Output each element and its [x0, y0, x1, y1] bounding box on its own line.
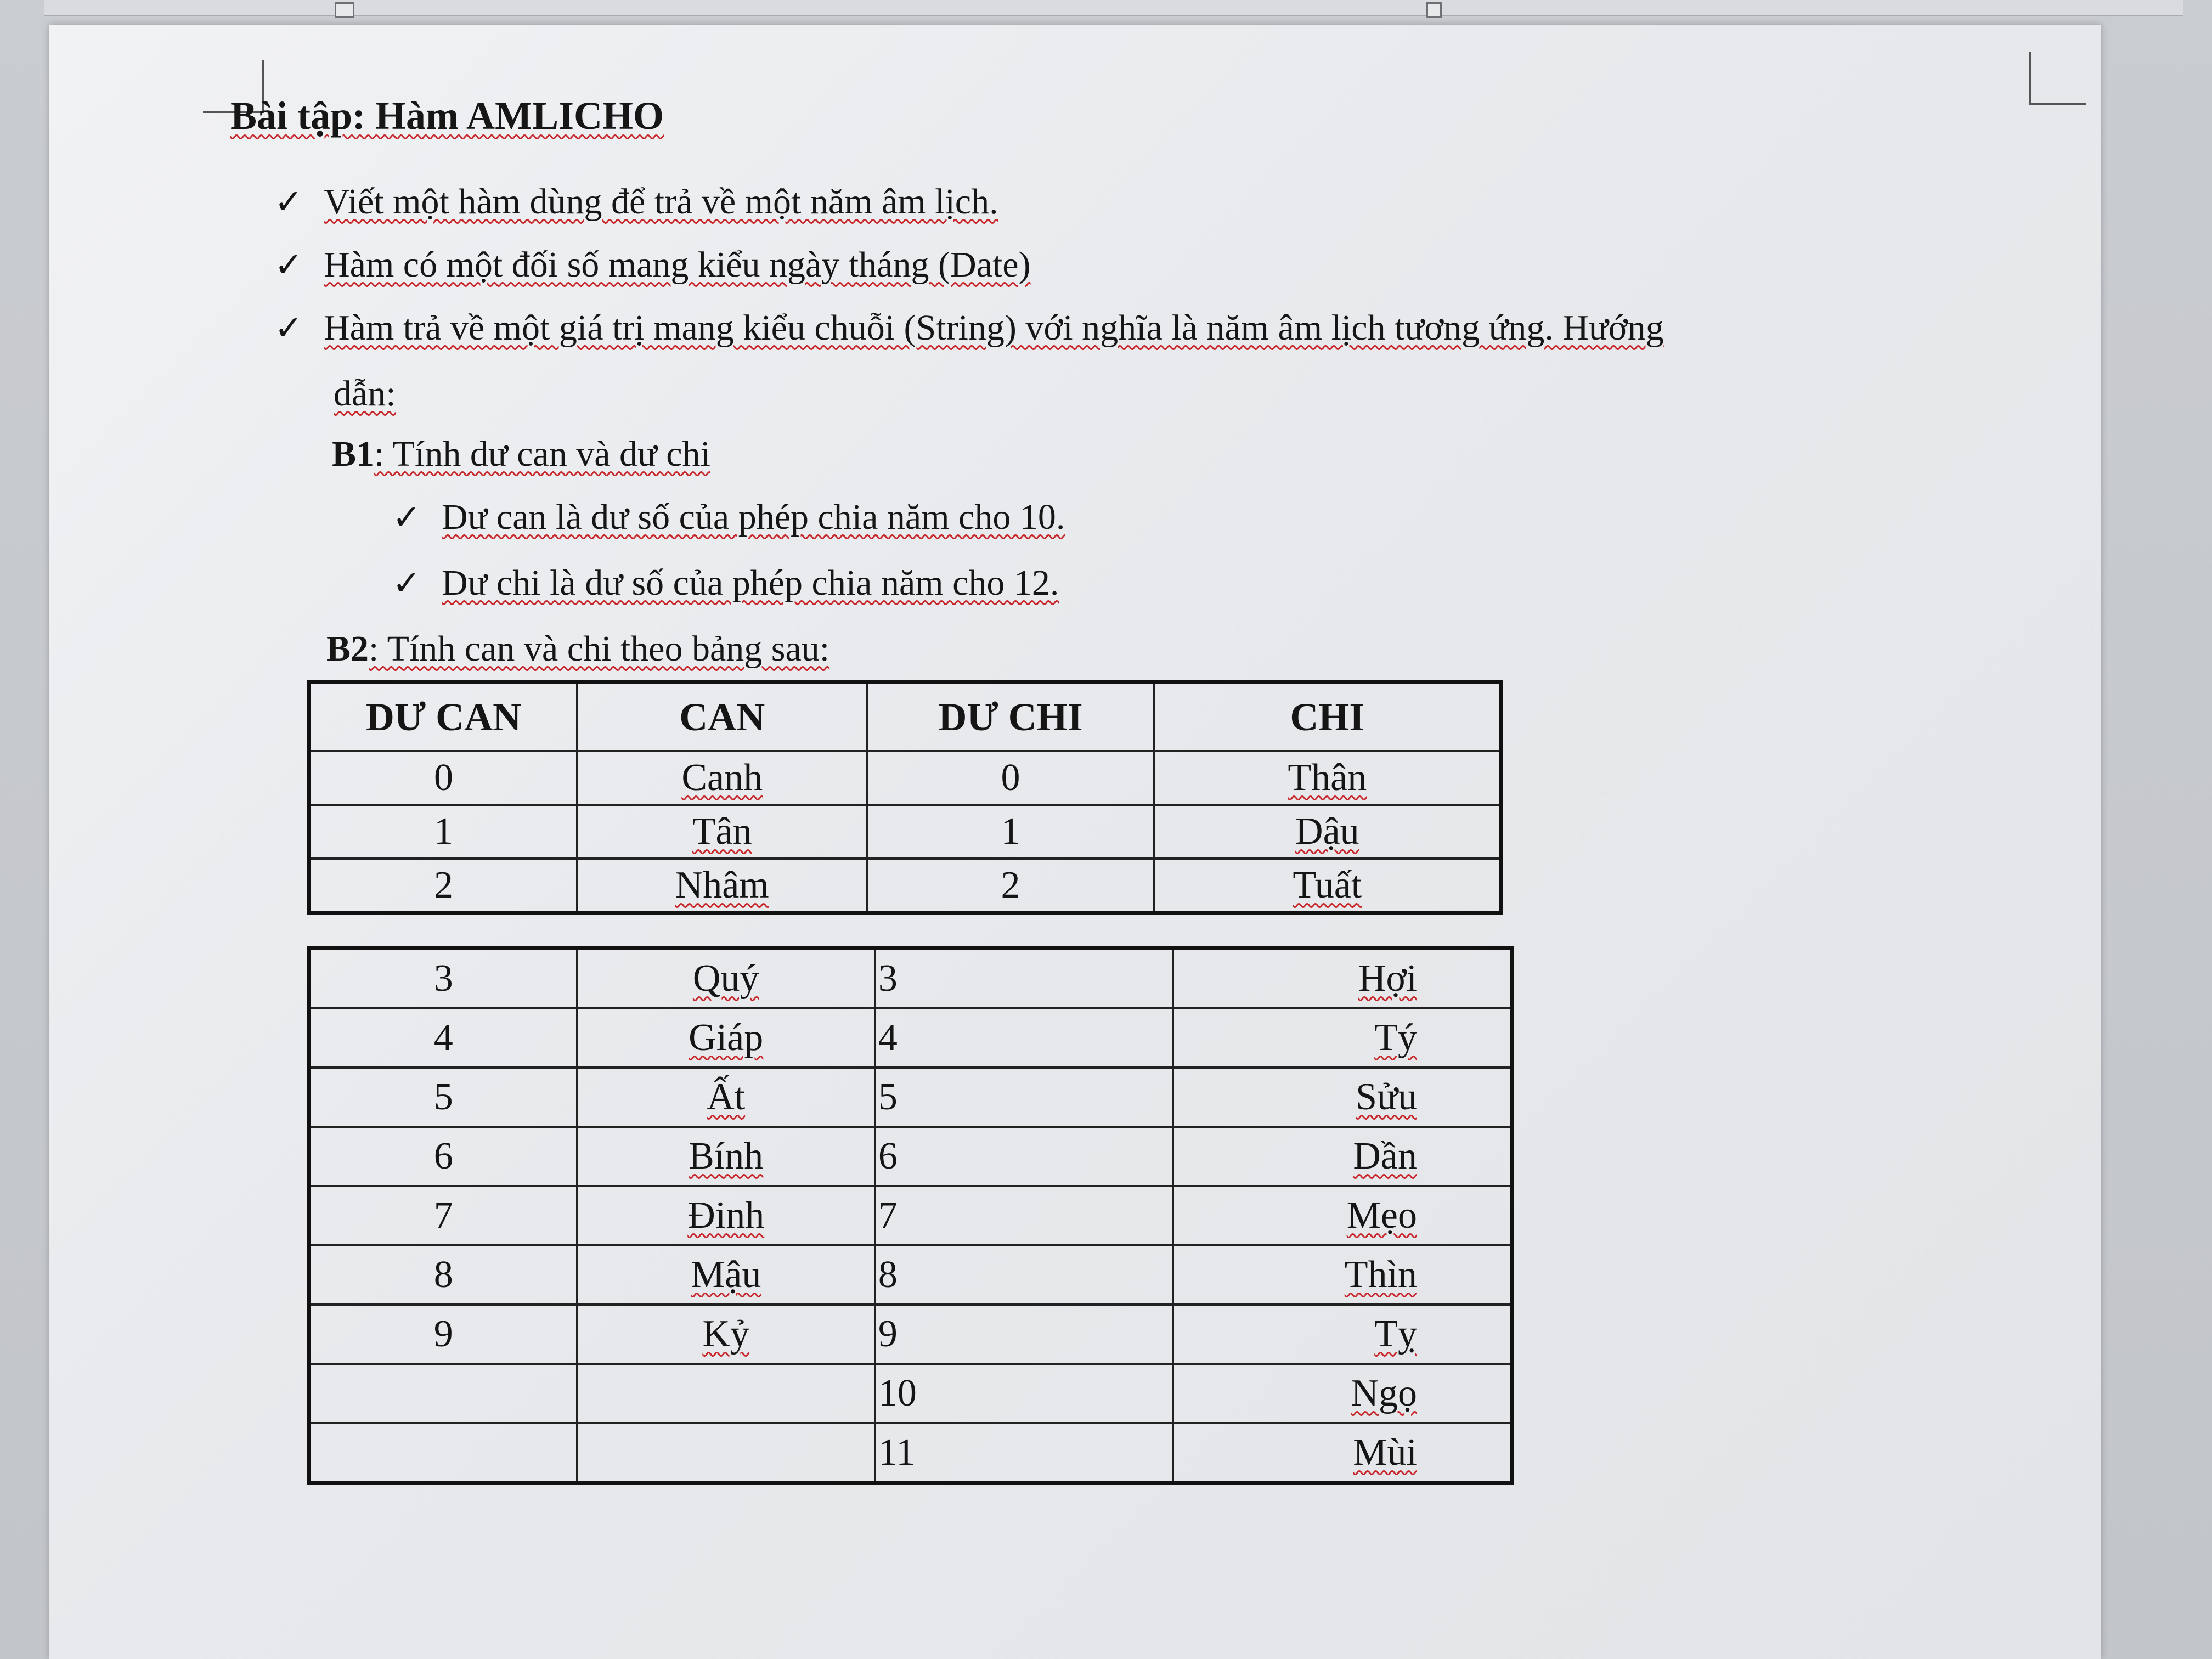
du-can-cell[interactable] — [309, 1364, 577, 1423]
check-icon: ✓ — [274, 308, 303, 348]
table-row — [309, 1068, 1513, 1127]
du-can-cell[interactable]: 5 — [309, 1068, 577, 1127]
can-cell[interactable]: Mậu — [577, 1245, 875, 1305]
step-1-bullet-2 — [392, 562, 1059, 604]
du-chi-cell[interactable]: 0 — [867, 751, 1154, 805]
du-chi-cell[interactable]: 5 — [875, 1068, 1173, 1127]
header-du-chi[interactable]: DƯ CHI — [867, 682, 1154, 752]
du-chi-cell[interactable]: 1 — [867, 805, 1154, 859]
table-header-row — [309, 682, 1502, 752]
header-chi[interactable]: CHI — [1154, 682, 1502, 752]
can-cell[interactable]: Ất — [577, 1068, 875, 1127]
bullet-text: Dư can là dư số của phép chia năm cho 10. — [442, 497, 1065, 537]
check-icon: ✓ — [274, 245, 303, 285]
can-cell[interactable]: Nhâm — [577, 859, 867, 913]
du-can-cell[interactable]: 6 — [309, 1127, 577, 1186]
chi-cell[interactable]: Thân — [1154, 751, 1502, 805]
table-row — [309, 1186, 1513, 1245]
du-chi-cell[interactable]: 10 — [875, 1364, 1173, 1423]
du-can-cell[interactable]: 2 — [309, 859, 578, 913]
can-cell[interactable]: Bính — [577, 1127, 875, 1186]
du-can-cell[interactable]: 8 — [309, 1245, 577, 1305]
can-chi-table-continued[interactable] — [307, 946, 1514, 1485]
can-chi-table-header[interactable] — [307, 680, 1503, 915]
du-chi-cell[interactable]: 3 — [875, 949, 1173, 1009]
du-chi-cell[interactable]: 4 — [875, 1008, 1173, 1068]
margin-corner-mark-right — [2029, 52, 2086, 105]
du-can-cell[interactable]: 3 — [309, 949, 577, 1009]
chi-cell[interactable]: Hợi — [1173, 949, 1513, 1009]
step-2-label: B2 — [326, 629, 369, 669]
can-cell[interactable]: Kỷ — [577, 1305, 875, 1364]
can-cell[interactable] — [577, 1364, 875, 1423]
can-cell[interactable] — [577, 1423, 875, 1483]
chi-cell[interactable]: Ngọ — [1173, 1364, 1513, 1423]
chi-cell[interactable]: Dậu — [1154, 805, 1502, 859]
du-can-cell[interactable]: 0 — [309, 751, 578, 805]
table-row — [309, 1305, 1513, 1364]
bullet-continuation — [334, 373, 396, 415]
can-cell[interactable]: Đinh — [577, 1186, 875, 1245]
table-row — [309, 751, 1502, 805]
du-chi-cell[interactable]: 9 — [875, 1305, 1173, 1364]
table-row — [309, 1364, 1513, 1423]
check-icon: ✓ — [392, 563, 421, 603]
bullet-item-3 — [274, 307, 1664, 349]
bullet-text: Dư chi là dư số của phép chia năm cho 12. — [442, 563, 1059, 603]
bullet-text: Hàm có một đối số mang kiểu ngày tháng (Date) — [324, 245, 1031, 285]
table-row — [309, 949, 1513, 1009]
table-row — [309, 1127, 1513, 1186]
du-can-cell[interactable] — [309, 1423, 577, 1483]
step-1-label: B1 — [332, 434, 375, 474]
chi-cell[interactable]: Thìn — [1173, 1245, 1513, 1305]
table-row — [309, 859, 1502, 913]
du-chi-cell[interactable]: 11 — [875, 1423, 1173, 1483]
can-cell[interactable]: Canh — [577, 751, 867, 805]
du-chi-cell[interactable]: 8 — [875, 1245, 1173, 1305]
tab-stop-icon[interactable] — [1426, 2, 1442, 18]
bullet-text: Viết một hàm dùng để trả về một năm âm lịch. — [324, 182, 998, 222]
du-can-cell[interactable]: 4 — [309, 1008, 577, 1068]
chi-cell[interactable]: Tý — [1173, 1008, 1513, 1068]
indent-marker-icon[interactable] — [335, 2, 354, 18]
du-can-cell[interactable]: 9 — [309, 1305, 577, 1364]
header-du-can[interactable]: DƯ CAN — [309, 682, 578, 752]
bullet-item-2 — [274, 244, 1031, 286]
step-2 — [326, 628, 830, 670]
can-cell[interactable]: Tân — [577, 805, 867, 859]
table-row — [309, 805, 1502, 859]
du-can-cell[interactable]: 1 — [309, 805, 578, 859]
can-cell[interactable]: Quý — [577, 949, 875, 1009]
chi-cell[interactable]: Mẹo — [1173, 1186, 1513, 1245]
bullet-text: Hàm trả về một giá trị mang kiểu chuỗi (String) với nghĩa là năm âm lịch tương ứng. Hướng — [324, 308, 1664, 348]
du-chi-cell[interactable]: 6 — [875, 1127, 1173, 1186]
table-row — [309, 1245, 1513, 1305]
chi-cell[interactable]: Tuất — [1154, 859, 1502, 913]
chi-cell[interactable]: Mùi — [1173, 1423, 1513, 1483]
check-icon: ✓ — [392, 497, 421, 537]
table-row — [309, 1008, 1513, 1068]
can-cell[interactable]: Giáp — [577, 1008, 875, 1068]
horizontal-ruler[interactable] — [44, 0, 2183, 16]
du-chi-cell[interactable]: 7 — [875, 1186, 1173, 1245]
chi-cell[interactable]: Tỵ — [1173, 1305, 1513, 1364]
check-icon: ✓ — [274, 182, 303, 222]
header-can[interactable]: CAN — [577, 682, 867, 752]
du-can-cell[interactable]: 7 — [309, 1186, 577, 1245]
step-1-text: : Tính dư can và dư chi — [374, 434, 710, 474]
document-title: Bài tập: Hàm AMLICHO — [230, 94, 664, 138]
continuation-text: dẫn: — [334, 374, 396, 414]
du-chi-cell[interactable]: 2 — [867, 859, 1154, 913]
chi-cell[interactable]: Dần — [1173, 1127, 1513, 1186]
chi-cell[interactable]: Sửu — [1173, 1068, 1513, 1127]
step-2-text: : Tính can và chi theo bảng sau: — [369, 629, 830, 669]
bullet-item-1 — [274, 181, 998, 223]
table-row — [309, 1423, 1513, 1483]
step-1-bullet-1 — [392, 496, 1065, 538]
step-1 — [332, 433, 710, 475]
